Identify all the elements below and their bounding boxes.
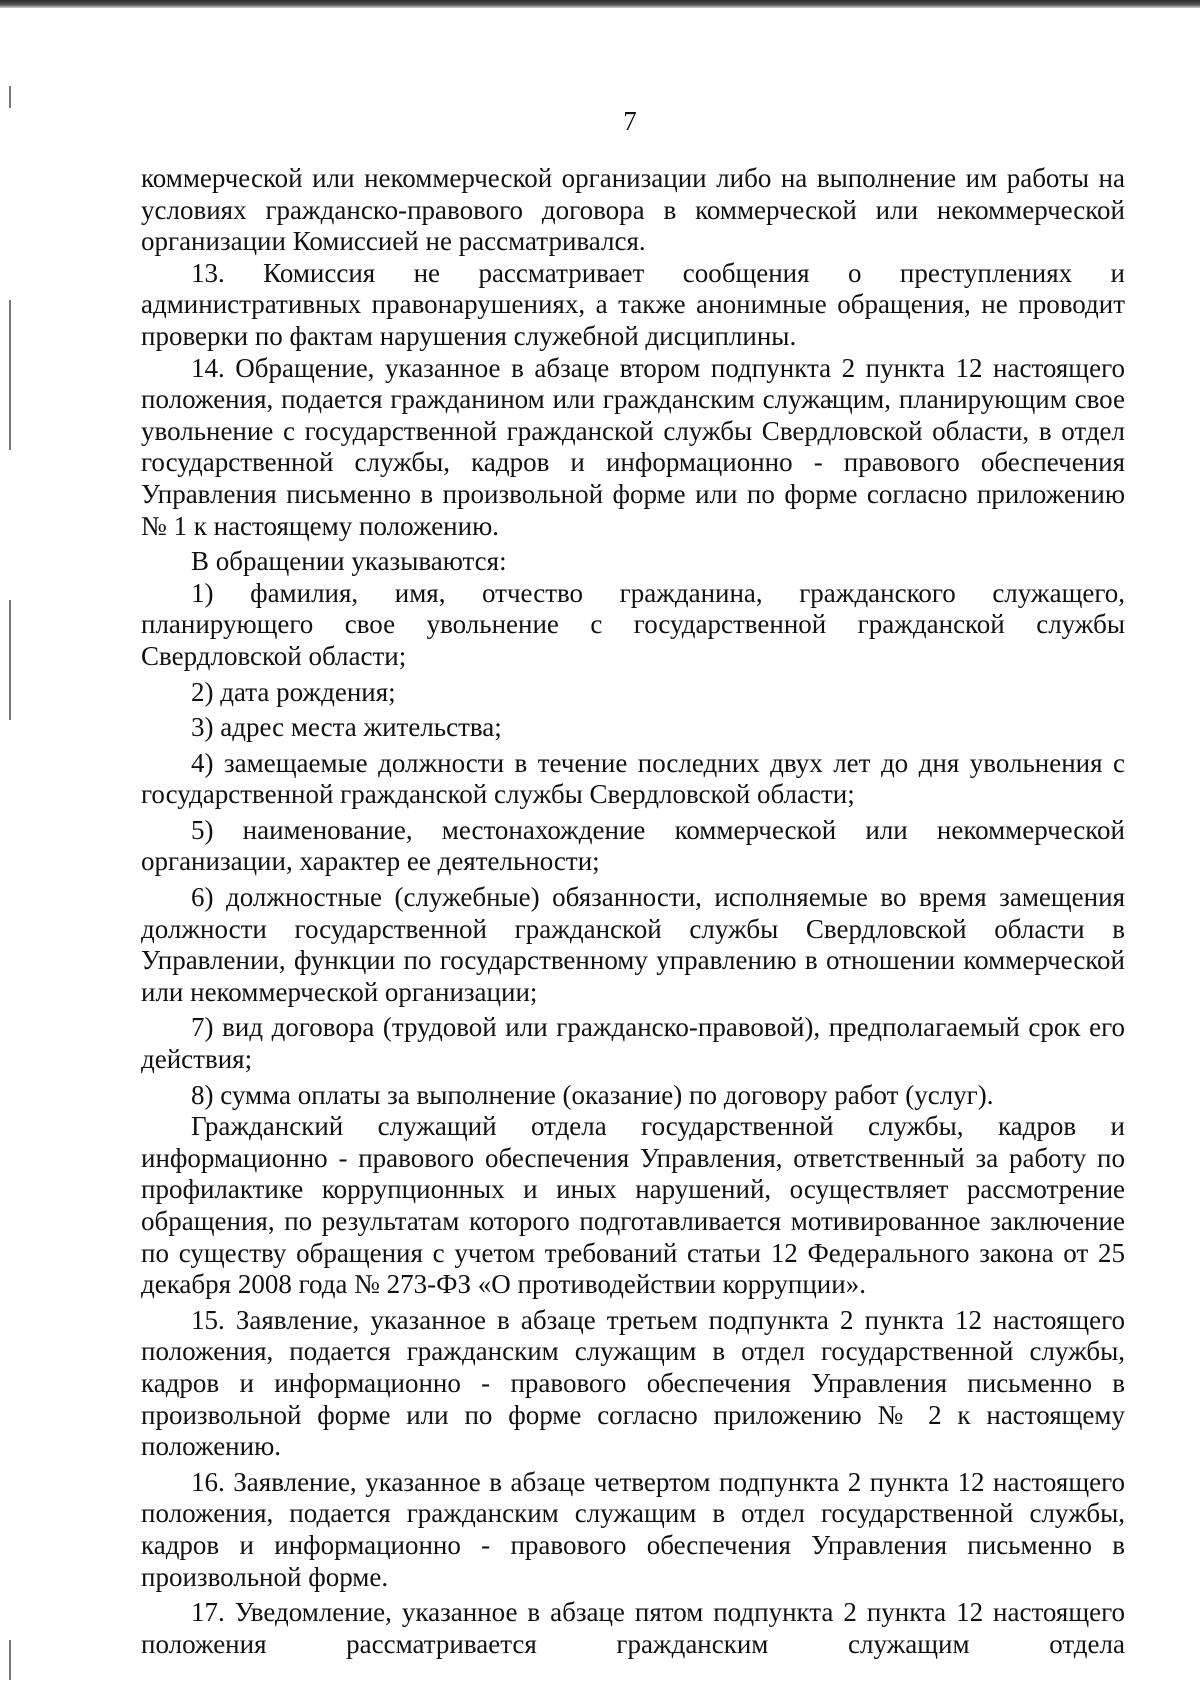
- list-item-5: 5) наименование, местонахождение коммерческой или некоммерческой организации, характер ее деятельности;: [141, 814, 1125, 877]
- scan-edge-mark: [9, 86, 11, 108]
- scan-edge-mark: [9, 1640, 11, 1680]
- list-item-6: 6) должностные (служебные) обязанности, исполняемые во время замещения должности государственной гражданской службы Свердловской области в Управлении, функции по государственному управлению в отношении коммерческой или некоммерческой организации;: [141, 882, 1125, 1007]
- scan-edge-mark: [9, 600, 11, 720]
- paragraph-list-intro: В обращении указываются:: [191, 546, 507, 577]
- list-item-4: 4) замещаемые должности в течение последних двух лет до дня увольнения с государственной гражданской службы Свердловской области;: [141, 747, 1125, 810]
- paragraph-item-14: 14. Обращение, указанное в абзаце втором подпункта 2 пункта 12 настоящего положения, подается гражданином или гражданским служащим, планирующим свое увольнение с государственной гражданской службы Свердловской области, в отдел государственной службы, кадров и информационно - правового обеспечения Управления письменно в произвольной форме или по форме согласно приложению № 1 к настоящему положению.: [141, 352, 1125, 541]
- paragraph-item-16: 16. Заявление, указанное в абзаце четвертом подпункта 2 пункта 12 настоящего положения, подается гражданским служащим в отдел государственной службы, кадров и информационно - правового обеспечения Управления письменно в произвольной форме.: [141, 1466, 1125, 1592]
- scan-top-border: [0, 0, 1200, 8]
- paragraph-item-17: 17. Уведомление, указанное в абзаце пятом подпункта 2 пункта 12 настоящего положения рассматривается гражданским служащим отдела: [141, 1597, 1125, 1659]
- page-number: 7: [623, 106, 637, 136]
- list-item-7: 7) вид договора (трудовой или гражданско-правовой), предполагаемый срок его действия;: [141, 1012, 1125, 1075]
- list-item-2: 2) дата рождения;: [191, 676, 396, 707]
- scan-edge-mark: [9, 300, 11, 450]
- list-item-3: 3) адрес места жительства;: [191, 712, 502, 743]
- document-body: [141, 163, 1125, 1660]
- list-item-1: 1) фамилия, имя, отчество гражданина, гражданского служащего, планирующего свое увольнение с государственной гражданской службы Свердловской области;: [141, 577, 1125, 671]
- paragraph-item-13: 13. Комиссия не рассматривает сообщения о преступлениях и административных правонарушениях, а также анонимные обращения, не проводит проверки по фактам нарушения служебной дисциплины.: [141, 257, 1125, 351]
- paragraph-responsible-officer: Гражданский служащий отдела государственной службы, кадров и информационно - правового обеспечения Управления, ответственный за работу по профилактике коррупционных и иных нарушений, осуществляет рассмотрение обращения, по результатам которого подготавливается мотивированное заключение по существу обращения с учетом требований статьи 12 Федерального закона от 25 декабря 2008 года № 273-ФЗ «О противодействии коррупции».: [141, 1111, 1125, 1300]
- list-item-8: 8) сумма оплаты за выполнение (оказание) по договору работ (услуг).: [191, 1079, 994, 1110]
- paragraph-item-15: 15. Заявление, указанное в абзаце третьем подпункта 2 пункта 12 настоящего положения, подается гражданским служащим в отдел государственной службы, кадров и информационно - правового обеспечения Управления письменно в произвольной форме или по форме согласно приложению № 2 к настоящему положению.: [141, 1304, 1125, 1462]
- paragraph-continuation: коммерческой или некоммерческой организации либо на выполнение им работы на условиях гражданско-правового договора в коммерческой или некоммерческой организации Комиссией не рассматривался.: [141, 163, 1125, 257]
